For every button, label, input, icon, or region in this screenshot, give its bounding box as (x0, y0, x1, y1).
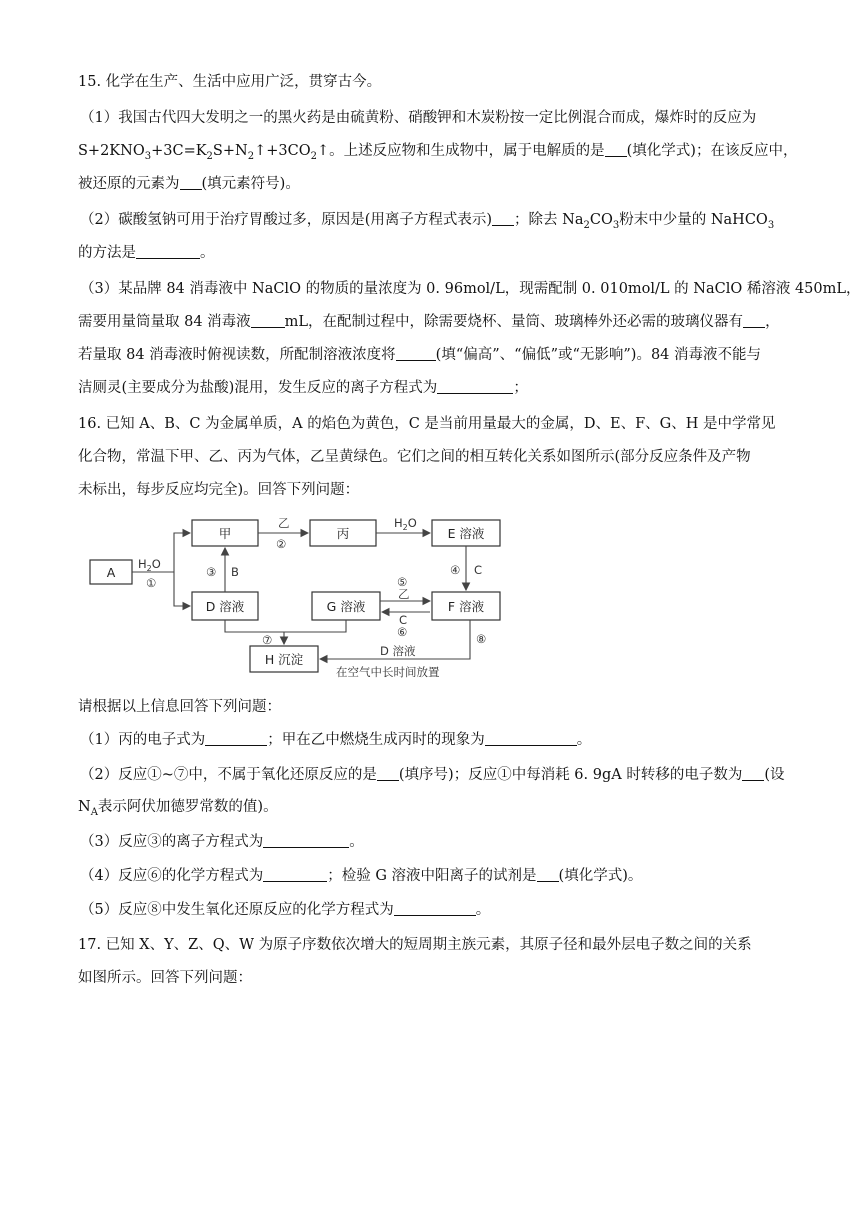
label-h2o-1: $H_2O$ (138, 557, 161, 573)
answer-blank[interactable] (485, 731, 577, 746)
answer-blank[interactable] (605, 142, 627, 157)
q15-part1-line2: $S+2KNO_3+3C=K_2S+N_2↑+3CO_2↑$。上述反应物和生成物中，属于电解质的是 (填化学式)；在该反应中， (78, 143, 798, 162)
label-reaction-5: ⑤ (397, 575, 408, 589)
q15-part3-line3: 若量取 84 消毒液时俯视读数，所配制溶液浓度将 (填“偏高”、“偏低”或“无影响”)。84 消毒液不能与 (78, 347, 762, 363)
q16-sub1: （1）丙的电子式为 ；甲在乙中燃烧生成丙时的现象为 。 (80, 732, 592, 748)
q17-line1: 17. 已知 X、Y、Z、Q、W 为原子序数依次增大的短周期主族元素，其原子径和最外层电子数之间的关系 (78, 937, 752, 953)
q16-line1: 16. 已知 A、B、C 为金属单质，A 的焰色为黄色，C 是当前用量最大的金属，D、E、F、G、H 是中学常见 (78, 416, 776, 432)
label-G: G 溶液 (326, 599, 366, 614)
q16-line3: 未标出，每步反应均完全)。回答下列问题： (78, 482, 360, 498)
edge-A-jia (174, 533, 190, 572)
q16-line2: 化合物，常温下甲、乙、丙为气体，乙呈黄绿色。它们之间的相互转化关系如图所示(部分反应条件及产物 (78, 449, 751, 465)
answer-blank[interactable] (492, 211, 514, 226)
q15-part2-line1: （2）碳酸氢钠可用于治疗胃酸过多，原因是(用离子方程式表示) ；除去 $Na_2CO_3$粉末中少量的 NaHCO$_3$ (80, 212, 775, 231)
q16-sub4: （4）反应⑥的化学方程式为 ；检验 G 溶液中阳离子的试剂是 (填化学式)。 (80, 868, 643, 884)
label-d-solution: D 溶液 (380, 644, 416, 658)
q15-part1-line3: 被还原的元素为 (填元素符号)。 (78, 176, 300, 192)
label-D: D 溶液 (205, 599, 245, 614)
answer-blank[interactable] (377, 766, 399, 781)
q17-line2: 如图所示。回答下列问题： (78, 970, 252, 986)
label-C2: C (399, 613, 408, 627)
answer-blank[interactable] (437, 379, 513, 394)
label-reaction-7: ⑦ (262, 633, 273, 647)
label-yi: 乙 (278, 516, 290, 530)
label-A: A (106, 565, 116, 580)
answer-blank[interactable] (205, 731, 267, 746)
q15-part1-line1: （1）我国古代四大发明之一的黑火药是由硫黄粉、硝酸钾和木炭粉按一定比例混合而成，爆炸时的反应为 (80, 110, 757, 126)
label-H: H 沉淀 (264, 652, 304, 667)
label-F: F 溶液 (447, 599, 485, 614)
label-jia: 甲 (218, 526, 232, 541)
label-reaction-3: ③ (206, 565, 217, 579)
label-B: B (231, 565, 239, 579)
edge-A-D (174, 572, 190, 606)
label-E: E 溶液 (447, 526, 485, 541)
label-bing: 丙 (336, 526, 350, 541)
q16-intro: 请根据以上信息回答下列问题： (78, 699, 281, 715)
answer-blank[interactable] (136, 244, 200, 259)
answer-blank[interactable] (263, 867, 327, 882)
answer-blank[interactable] (251, 313, 285, 328)
answer-blank[interactable] (742, 766, 764, 781)
q15-part2-line2: 的方法是 。 (78, 245, 215, 261)
q16-sub2-line2: $N_A$表示阿伏加德罗常数的值)。 (78, 799, 278, 818)
reaction-flow-diagram (84, 510, 504, 682)
answer-blank[interactable] (743, 313, 765, 328)
q15-part3-line1: （3）某品牌 84 消毒液中 NaClO 的物质的量浓度为 0. 96mol/L，现需配制 0. 010mol/L 的 NaClO 稀溶液 450mL， (80, 281, 860, 297)
label-h2o-2: $H_2O$ (394, 516, 417, 532)
answer-blank[interactable] (396, 346, 436, 361)
label-reaction-8: ⑧ (476, 632, 487, 646)
q15-part3-line4: 洁厕灵(主要成分为盐酸)混用，发生反应的离子方程式为 ； (78, 380, 528, 396)
q15-title: 15. 化学在生产、生活中应用广泛，贯穿古今。 (78, 74, 382, 90)
label-yi2: 乙 (398, 587, 410, 601)
answer-blank[interactable] (263, 833, 349, 848)
q15-part3-line2: 需要用量筒量取 84 消毒液 mL，在配制过程中，除需要烧杯、量筒、玻璃棒外还必需的玻璃仪器有 ， (78, 314, 780, 330)
q16-sub2-line1: （2）反应①~⑦中，不属于氧化还原反应的是 (填序号)；反应①中每消耗 6. 9gA 时转移的电子数为 (设 (80, 767, 785, 783)
answer-blank[interactable] (394, 901, 476, 916)
edge-D-H (225, 620, 284, 632)
label-reaction-2: ② (276, 537, 287, 551)
label-air-exposure: 在空气中长时间放置 (336, 665, 440, 679)
q16-sub5: （5）反应⑧中发生氧化还原反应的化学方程式为 。 (80, 902, 491, 918)
label-reaction-4: ④ (450, 563, 461, 577)
label-reaction-1: ① (146, 576, 157, 590)
answer-blank[interactable] (180, 175, 202, 190)
answer-blank[interactable] (537, 867, 559, 882)
q16-sub3: （3）反应③的离子方程式为 。 (80, 834, 364, 850)
label-reaction-6: ⑥ (397, 625, 408, 639)
edge-G-H (284, 620, 346, 632)
label-C1: C (474, 563, 483, 577)
